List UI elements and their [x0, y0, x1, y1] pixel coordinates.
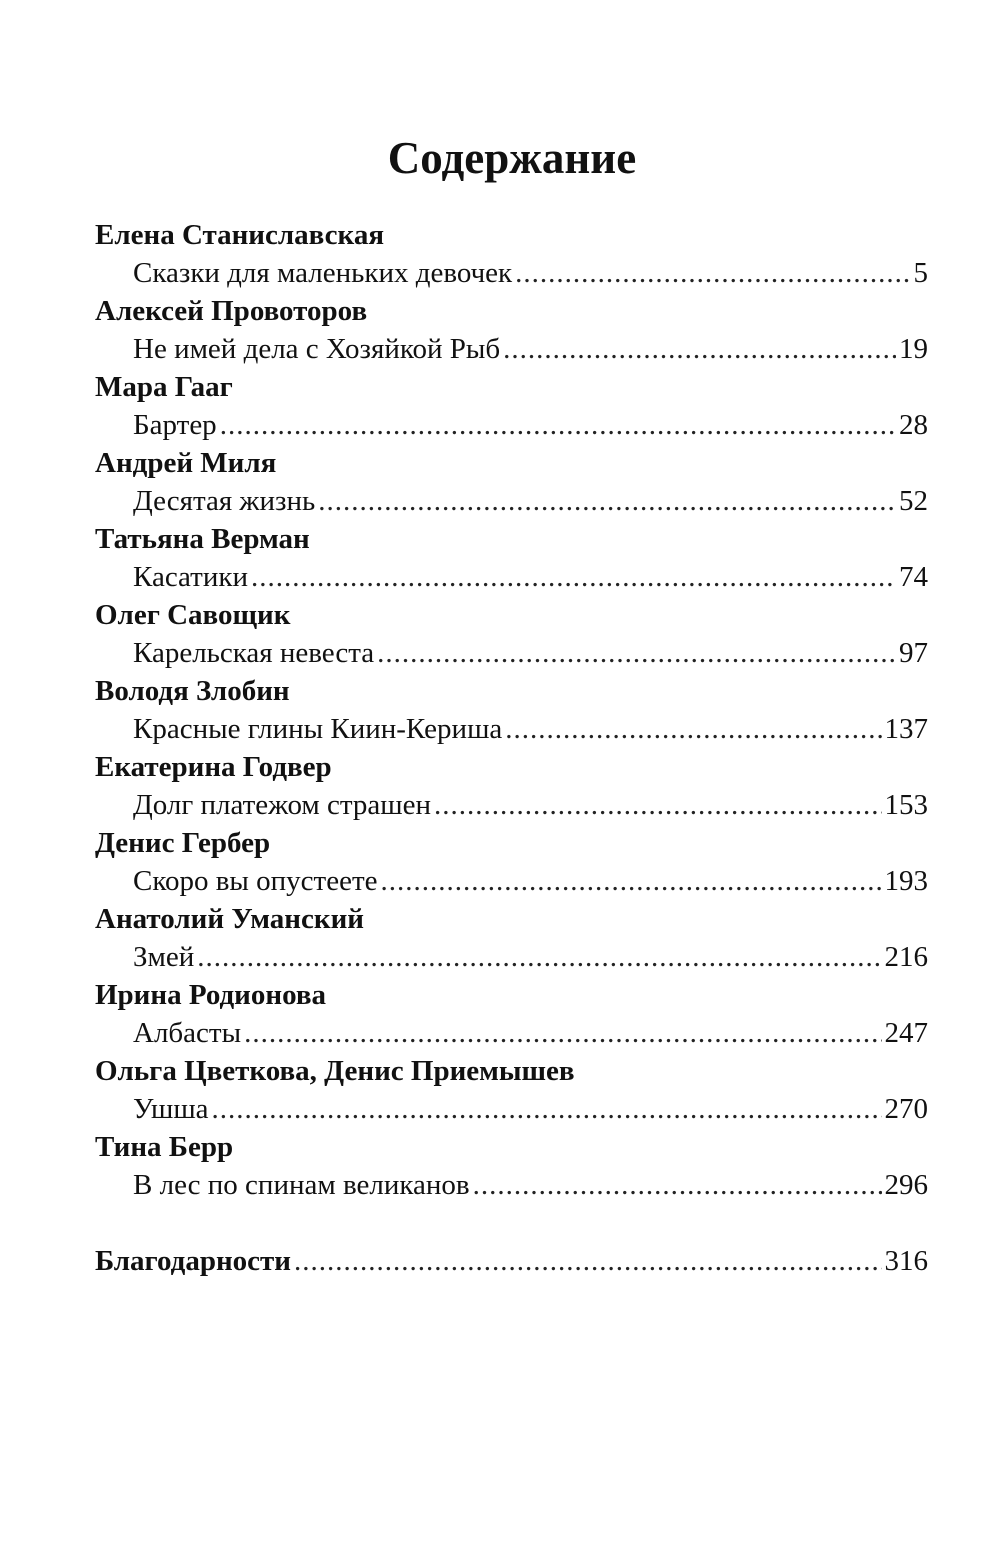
dot-leader [377, 634, 896, 672]
toc-entry-title: Бартер [133, 409, 217, 441]
toc-author: Мара Гааг [95, 371, 233, 403]
toc-page-number: 52 [899, 485, 928, 517]
dot-leader [220, 406, 896, 444]
toc-entry [95, 1166, 928, 1204]
toc-entry [95, 786, 928, 824]
toc-entry-title: Десятая жизнь [133, 485, 316, 517]
toc-author: Алексей Провоторов [95, 295, 368, 327]
toc-entry-title: В лес по спинам великанов [133, 1169, 470, 1201]
toc-acknowledgements-entry [95, 1242, 928, 1280]
dot-leader [244, 1014, 881, 1052]
toc-page-number: 316 [884, 1245, 928, 1277]
toc-page-number: 97 [899, 637, 928, 669]
toc-page-number: 270 [884, 1093, 928, 1125]
dot-leader [505, 710, 881, 748]
dot-leader [318, 482, 896, 520]
toc-page-number: 193 [884, 865, 928, 897]
toc-entry [95, 1014, 928, 1052]
toc-entry [95, 330, 928, 368]
toc-page-number: 19 [899, 333, 928, 365]
page-title: Содержание [387, 133, 637, 183]
toc-page-number: 247 [884, 1017, 928, 1049]
toc-page-number: 216 [884, 941, 928, 973]
toc-author: Денис Гербер [95, 827, 271, 859]
dot-leader [212, 1090, 882, 1128]
toc-author: Андрей Миля [95, 447, 277, 479]
toc-entry-title: Скоро вы опустеете [133, 865, 378, 897]
toc-author: Татьяна Верман [95, 523, 310, 555]
toc-author: Анатолий Уманский [95, 903, 364, 935]
toc-author: Ольга Цветкова, Денис Приемышев [95, 1055, 575, 1087]
toc-entry-title: Карельская невеста [133, 637, 375, 669]
toc-entry-title: Красные глины Киин-Кериша [133, 713, 503, 745]
toc-author: Екатерина Годвер [95, 751, 332, 783]
toc-author: Володя Злобин [95, 675, 290, 707]
toc-page-number: 28 [899, 409, 928, 441]
toc-entry-title: Сказки для маленьких девочек [133, 257, 513, 289]
dot-leader [251, 558, 896, 596]
toc-author: Ирина Родионова [95, 979, 327, 1011]
toc-entry-title: Змей [133, 941, 195, 973]
toc-entry-title: Касатики [133, 561, 248, 593]
toc-entry [95, 1090, 928, 1128]
toc-entry-title: Ушша [133, 1093, 209, 1125]
dot-leader [434, 786, 881, 824]
toc-entry-title: Долг платежом страшен [133, 789, 432, 821]
dot-leader [503, 330, 896, 368]
toc-entry-title: Не имей дела с Хозяйкой Рыб [133, 333, 501, 365]
toc-entry [95, 406, 928, 444]
toc-entry-title: Албасты [133, 1017, 242, 1049]
acknowledgements-title: Благодарности [95, 1245, 292, 1277]
dot-leader [197, 938, 881, 976]
toc-page-number: 153 [884, 789, 928, 821]
dot-leader [294, 1242, 881, 1280]
toc-entry [95, 482, 928, 520]
dot-leader [381, 862, 882, 900]
toc-entry [95, 938, 928, 976]
table-of-contents [95, 216, 928, 1280]
toc-page-number: 137 [884, 713, 928, 745]
dot-leader [515, 254, 910, 292]
toc-entry [95, 862, 928, 900]
toc-author: Тина Берр [95, 1131, 234, 1163]
toc-entry [95, 558, 928, 596]
toc-page-number: 74 [899, 561, 928, 593]
toc-entry [95, 710, 928, 748]
toc-entry [95, 254, 928, 292]
toc-page-number: 5 [913, 257, 928, 289]
toc-author: Олег Савощик [95, 599, 291, 631]
dot-leader [473, 1166, 882, 1204]
toc-author: Елена Станиславская [95, 219, 385, 251]
toc-page-number: 296 [884, 1169, 928, 1201]
toc-entry [95, 634, 928, 672]
